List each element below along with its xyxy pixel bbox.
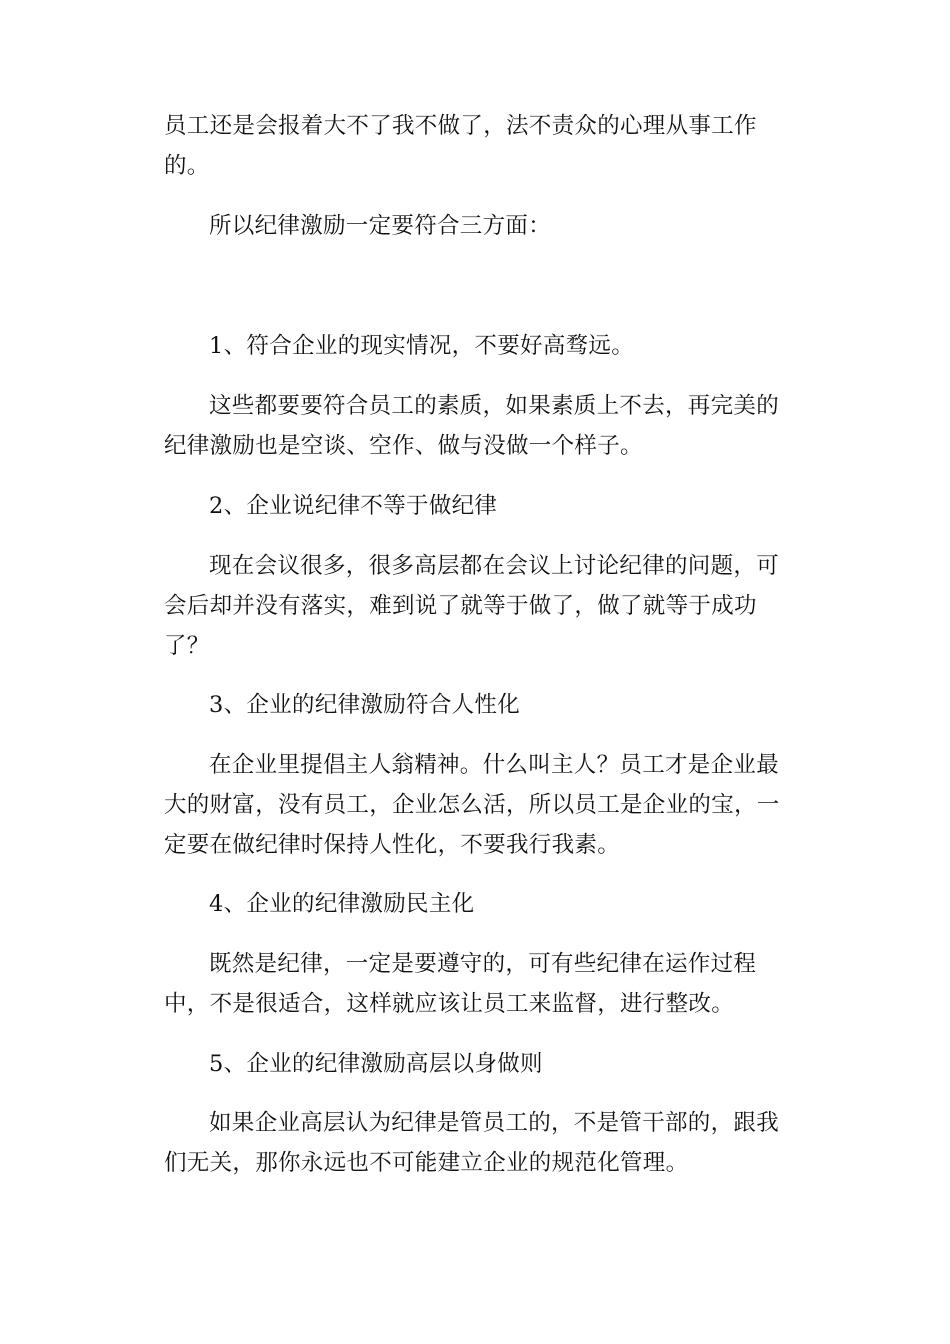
paragraph-point-1: 这些都要要符合员工的素质，如果素质上不去，再完美的纪律激励也是空谈、空作、做与没做一个样子。 [164,393,780,459]
paragraph-point-3: 在企业里提倡主人翁精神。什么叫主人？员工才是企业最大的财富，没有员工，企业怎么活，所以员工是企业的宝，一定要在做纪律时保持人性化，不要我行我素。 [164,752,780,858]
heading-point-3: 3、企业的纪律激励符合人性化 [209,692,521,718]
paragraph-intro: 所以纪律激励一定要符合三方面： [209,213,552,239]
paragraph-point-4: 既然是纪律，一定是要遵守的，可有些纪律在运作过程中，不是很适合，这样就应该让员工来监督，进行整改。 [164,951,757,1017]
heading-point-4: 4、企业的纪律激励民主化 [209,891,475,917]
heading-point-5: 5、企业的纪律激励高层以身做则 [209,1051,543,1077]
paragraph-point-5: 如果企业高层认为纪律是管员工的，不是管干部的，跟我们无关，那你永远也不可能建立企业的规范化管理。 [164,1110,780,1176]
heading-point-2: 2、企业说纪律不等于做纪律 [209,493,498,519]
paragraph-point-2: 现在会议很多，很多高层都在会议上讨论纪律的问题，可会后却并没有落实，难到说了就等于做了，做了就等于成功了？ [164,553,780,659]
heading-point-1: 1、符合企业的现实情况，不要好高骛远。 [209,333,635,359]
paragraph-continuation: 员工还是会报着大不了我不做了，法不责众的心理从事工作的。 [164,113,757,179]
